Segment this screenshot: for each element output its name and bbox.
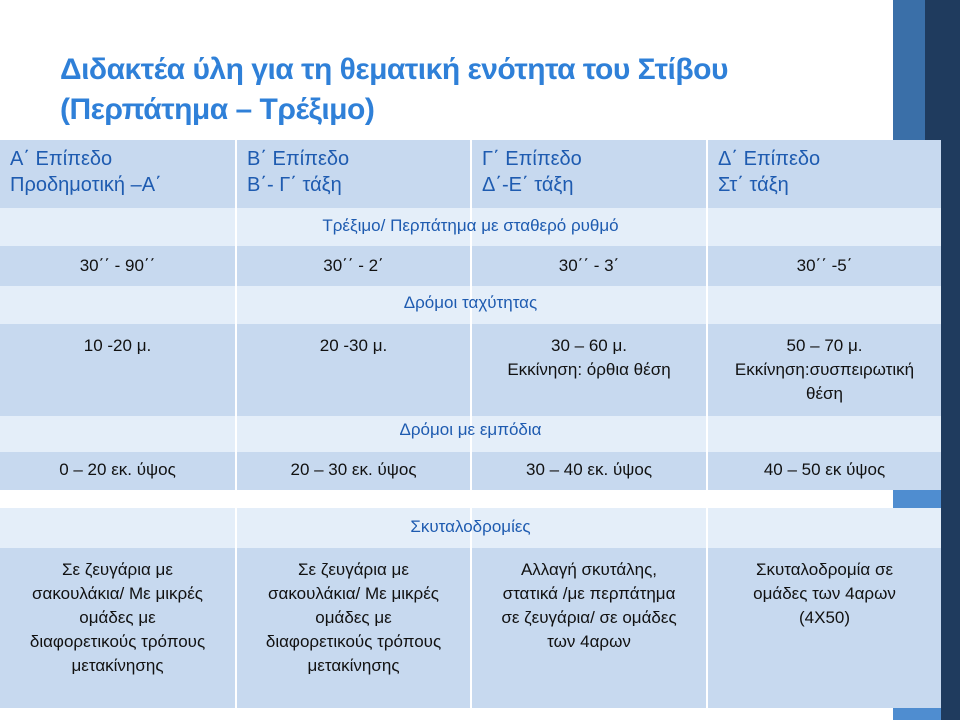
decorative-side-bar-accent <box>893 0 925 140</box>
speed-values-row <box>0 324 941 416</box>
relay-d: Σκυταλοδρομία σε ομάδες των 4αρων (4X50) <box>708 548 941 708</box>
hurdle-b: 20 – 30 εκ. ύψος <box>237 452 472 490</box>
relay-c: Αλλαγή σκυτάλης, στατικά /με περπάτημα σε ζευγάρια/ σε ομάδες των 4αρων <box>472 548 708 708</box>
speed-a: 10 -20 μ. <box>0 324 237 416</box>
section-speed-label: Δρόμοι ταχύτητας <box>403 293 538 312</box>
speed-b: 20 -30 μ. <box>237 324 472 416</box>
levels-header-row <box>0 140 941 208</box>
title-line-1: Διδακτέα ύλη για τη θεματική ενότητα του Στίβου <box>60 53 728 86</box>
relay-a: Σε ζευγάρια με σακουλάκια/ Με μικρές ομάδες με διαφορετικούς τρόπους μετακίνησης <box>0 548 237 708</box>
hurdle-a: 0 – 20 εκ. ύψος <box>0 452 237 490</box>
speed-c: 30 – 60 μ. Εκκίνηση: όρθια θέση <box>472 324 708 416</box>
section-hurdles-label: Δρόμοι με εμπόδια <box>399 420 542 439</box>
hurdles-values-row <box>0 452 941 490</box>
duration-b: 30΄΄ - 2΄ <box>237 246 472 286</box>
page-title <box>60 50 890 130</box>
level-header-d: Δ΄ Επίπεδο Στ΄ τάξη <box>708 140 941 208</box>
relay-b: Σε ζευγάρια με σακουλάκια/ Με μικρές ομάδες με διαφορετικούς τρόπους μετακίνησης <box>237 548 472 708</box>
title-line-2: (Περπάτημα – Τρέξιμο) <box>60 93 375 126</box>
durations-row <box>0 246 941 286</box>
duration-c: 30΄΄ - 3΄ <box>472 246 708 286</box>
relays-values-row <box>0 548 941 708</box>
duration-d: 30΄΄ -5΄ <box>708 246 941 286</box>
section-relays-label: Σκυταλοδρομίες <box>410 517 531 536</box>
level-header-c: Γ΄ Επίπεδο Δ΄-Ε΄ τάξη <box>472 140 708 208</box>
duration-a: 30΄΄ - 90΄΄ <box>0 246 237 286</box>
speed-d: 50 – 70 μ. Εκκίνηση:συσπειρωτική θέση <box>708 324 941 416</box>
level-header-a: Α΄ Επίπεδο Προδημοτική –Α΄ <box>0 140 237 208</box>
level-header-b: Β΄ Επίπεδο Β΄- Γ΄ τάξη <box>237 140 472 208</box>
section-running-label: Τρέξιμο/ Περπάτημα με σταθερό ρυθμό <box>322 216 619 235</box>
hurdle-d: 40 – 50 εκ ύψος <box>708 452 941 490</box>
hurdle-c: 30 – 40 εκ. ύψος <box>472 452 708 490</box>
